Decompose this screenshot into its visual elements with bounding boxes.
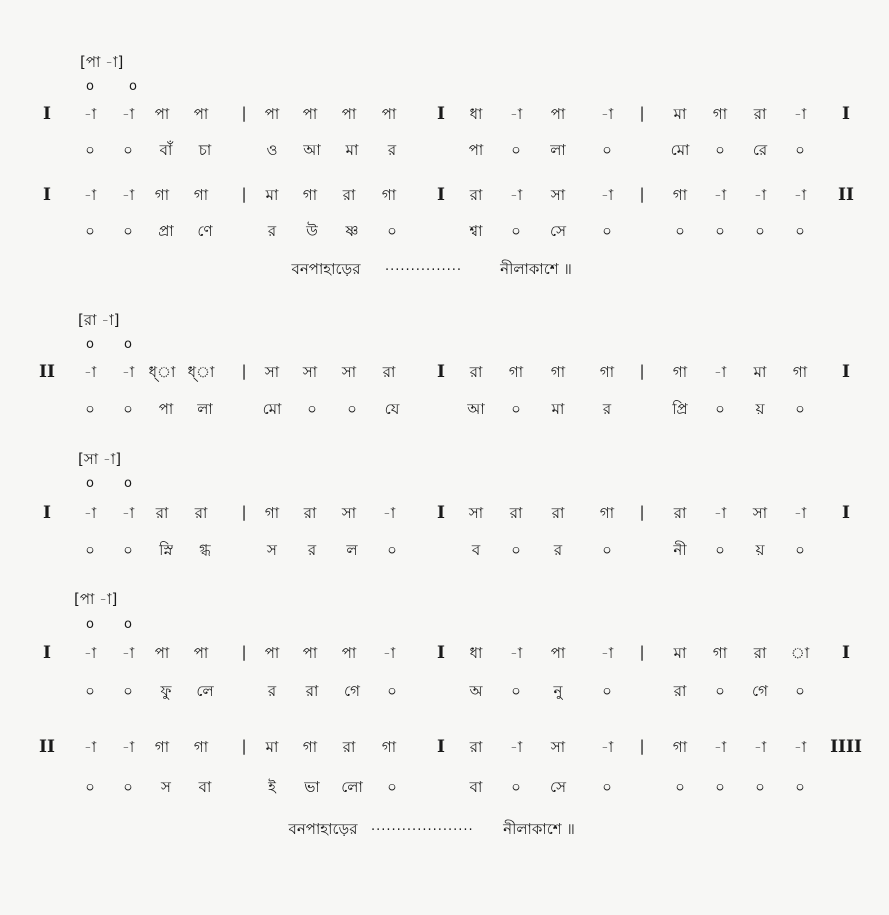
lyric-syllable: ০ [715, 541, 725, 559]
lyric-syllable: চা [198, 141, 212, 159]
swara-note: পা [550, 105, 566, 123]
lyric-syllable: র [307, 541, 317, 559]
swara-note: -া [713, 363, 727, 381]
lyric-syllable: ০ [123, 682, 133, 700]
lyric-syllable: ০ [511, 400, 521, 418]
refrain-dots: ···················· [371, 823, 474, 838]
swara-note: গা [550, 363, 566, 381]
lyric-syllable: ০ [387, 541, 397, 559]
lyric-syllable: পা [158, 400, 174, 418]
swara-note: -া [509, 644, 523, 662]
swara-note: পা [193, 105, 209, 123]
swara-note: -া [600, 644, 614, 662]
beat-marker: o [124, 617, 132, 632]
swara-note: সা [341, 363, 357, 381]
swara-note: গা [154, 738, 170, 756]
lyric-syllable: ০ [675, 222, 685, 240]
swara-note: -া [713, 738, 727, 756]
swara-note: -া [793, 504, 807, 522]
lyric-syllable: ০ [795, 400, 805, 418]
measure-bracket: [পা -া] [74, 590, 118, 608]
swara-note: মা [673, 644, 687, 662]
lyric-syllable: নী [673, 541, 687, 559]
bar-line: I [437, 737, 445, 757]
lyric-syllable: শ্বা [469, 222, 483, 240]
lyric-syllable: ০ [795, 682, 805, 700]
lyric-syllable: ০ [602, 141, 612, 159]
swara-note: ধ্া [148, 363, 176, 381]
lyric-syllable: ফু [160, 682, 172, 700]
lyric-syllable: উ [306, 222, 318, 240]
swara-note: রা [551, 504, 565, 522]
swara-note: সা [468, 504, 484, 522]
lyric-syllable: র [602, 400, 612, 418]
lyric-syllable: ০ [511, 222, 521, 240]
lyric-syllable: মো [262, 400, 282, 418]
swara-note: রা [155, 504, 169, 522]
swara-note: গা [599, 504, 615, 522]
lyric-syllable: ০ [85, 541, 95, 559]
lyric-syllable: ০ [307, 400, 317, 418]
lyric-syllable: ০ [387, 682, 397, 700]
lyric-syllable: ০ [85, 682, 95, 700]
swara-note: গা [381, 186, 397, 204]
lyric-syllable: গে [752, 682, 768, 700]
swara-note: গা [508, 363, 524, 381]
swara-note: -া [713, 186, 727, 204]
lyric-syllable: নু [553, 682, 563, 700]
beat-marker: o [86, 337, 94, 352]
lyric-syllable: স [161, 778, 171, 796]
lyric-syllable: পা [468, 141, 484, 159]
lyric-syllable: ০ [387, 222, 397, 240]
lyric-syllable: ব [471, 541, 481, 559]
lyric-syllable: ০ [602, 222, 612, 240]
swara-note: পা [381, 105, 397, 123]
lyric-syllable: ও [266, 141, 278, 159]
lyric-syllable: প্রা [158, 222, 174, 240]
refrain-left: বনপাহাড়ের [291, 260, 361, 278]
swara-note: পা [341, 105, 357, 123]
swara-note: সা [550, 186, 566, 204]
swara-note: -া [121, 504, 135, 522]
lyric-syllable: র [387, 141, 397, 159]
lyric-syllable: ০ [123, 541, 133, 559]
lyric-syllable: ০ [85, 222, 95, 240]
swara-note: গা [193, 738, 209, 756]
bar-line: I [842, 362, 850, 382]
swara-note: -া [83, 363, 97, 381]
bar-line: I [43, 643, 51, 663]
lyric-syllable: ০ [715, 400, 725, 418]
bar-line: I [842, 643, 850, 663]
lyric-syllable: ০ [123, 400, 133, 418]
lyric-syllable: ০ [602, 682, 612, 700]
swara-note: পা [154, 105, 170, 123]
swara-note: রা [673, 504, 687, 522]
lyric-syllable: ণে [197, 222, 213, 240]
refrain-left: বনপাহাড়ের [288, 820, 358, 838]
swara-note: -া [600, 186, 614, 204]
lyric-syllable: গে [344, 682, 360, 700]
swara-note: -া [83, 644, 97, 662]
lyric-syllable: লা [197, 400, 213, 418]
bar-line: | [639, 104, 645, 122]
swara-note: পা [193, 644, 209, 662]
lyric-syllable: র [553, 541, 563, 559]
lyric-syllable: ০ [85, 400, 95, 418]
lyric-syllable: ল [346, 541, 358, 559]
swara-note: -া [509, 186, 523, 204]
swara-note: া [790, 644, 810, 662]
swara-note: -া [793, 105, 807, 123]
bar-line: | [241, 362, 247, 380]
lyric-syllable: মা [345, 141, 359, 159]
lyric-syllable: আ [303, 141, 321, 159]
lyric-syllable: ০ [755, 778, 765, 796]
swara-note: -া [600, 105, 614, 123]
lyric-syllable: য় [755, 541, 765, 559]
lyric-syllable: অ [469, 682, 483, 700]
swara-note: -া [121, 105, 135, 123]
measure-bracket: [পা -া] [80, 53, 124, 71]
swara-note: -া [382, 644, 396, 662]
lyric-syllable: ০ [85, 778, 95, 796]
swara-note: ধা [469, 644, 483, 662]
measure-bracket: [সা -া] [78, 450, 122, 468]
bar-line: II [39, 737, 55, 757]
swara-note: গা [712, 105, 728, 123]
swara-note: -া [121, 186, 135, 204]
bar-line: | [639, 503, 645, 521]
lyric-syllable: ০ [347, 400, 357, 418]
bar-line: II [838, 185, 854, 205]
bar-line: | [639, 643, 645, 661]
swara-note: -া [793, 738, 807, 756]
swara-note: রা [303, 504, 317, 522]
lyric-syllable: ০ [715, 141, 725, 159]
lyric-syllable: ০ [795, 541, 805, 559]
bar-line: I [437, 643, 445, 663]
swara-note: পা [341, 644, 357, 662]
bar-line: I [437, 185, 445, 205]
lyric-syllable: ০ [715, 222, 725, 240]
lyric-syllable: মা [551, 400, 565, 418]
swara-note: -া [509, 105, 523, 123]
swara-note: -া [793, 186, 807, 204]
swara-note: পা [264, 105, 280, 123]
swara-note: গা [264, 504, 280, 522]
bar-line: II [39, 362, 55, 382]
swara-note: পা [302, 644, 318, 662]
lyric-syllable: ষ্ণ [345, 222, 359, 240]
swara-note: -া [83, 738, 97, 756]
bar-line: | [639, 737, 645, 755]
swara-note: -া [713, 504, 727, 522]
lyric-syllable: ০ [795, 141, 805, 159]
lyric-syllable: ০ [675, 778, 685, 796]
swara-note: মা [673, 105, 687, 123]
lyric-syllable: লো [341, 778, 363, 796]
bar-line: | [639, 362, 645, 380]
bar-line: I [43, 503, 51, 523]
swara-note: পা [154, 644, 170, 662]
lyric-syllable: ই [268, 778, 276, 796]
swara-note: রা [469, 363, 483, 381]
swara-note: -া [753, 186, 767, 204]
swara-note: পা [550, 644, 566, 662]
swara-note: গা [792, 363, 808, 381]
bar-line: | [241, 104, 247, 122]
swara-note: ধা [469, 105, 483, 123]
lyric-syllable: ০ [511, 141, 521, 159]
lyric-syllable: সে [550, 222, 566, 240]
lyric-syllable: মো [670, 141, 690, 159]
swara-note: গা [599, 363, 615, 381]
lyric-syllable: র [267, 222, 277, 240]
swara-note: -া [382, 504, 396, 522]
lyric-syllable: ০ [511, 778, 521, 796]
bar-line: IIII [830, 737, 862, 757]
beat-marker: o [129, 79, 137, 94]
lyric-syllable: ০ [602, 778, 612, 796]
bar-line: I [437, 503, 445, 523]
bar-line: | [241, 503, 247, 521]
lyric-syllable: ০ [123, 141, 133, 159]
swara-note: -া [753, 738, 767, 756]
swara-note: -া [83, 186, 97, 204]
swara-note: পা [264, 644, 280, 662]
swara-note: রা [469, 738, 483, 756]
swara-note: গা [712, 644, 728, 662]
lyric-syllable: ০ [602, 541, 612, 559]
beat-marker: o [124, 476, 132, 491]
swara-note: -া [121, 644, 135, 662]
swara-note: -া [83, 504, 97, 522]
refrain-right: নীলাকাশে ॥ [503, 820, 575, 838]
swara-note: গা [302, 186, 318, 204]
lyric-syllable: বা [469, 778, 483, 796]
lyric-syllable: গ্ধ [199, 541, 211, 559]
lyric-syllable: রা [305, 682, 319, 700]
swara-note: রা [342, 738, 356, 756]
swara-note: রা [469, 186, 483, 204]
swara-note: রা [194, 504, 208, 522]
bar-line: I [842, 104, 850, 124]
swara-note: সা [264, 363, 280, 381]
lyric-syllable: লা [550, 141, 566, 159]
lyric-syllable: ০ [795, 778, 805, 796]
swara-note: পা [302, 105, 318, 123]
lyric-syllable: স্নি [159, 541, 173, 559]
lyric-syllable: ০ [387, 778, 397, 796]
swara-note: গা [672, 186, 688, 204]
bar-line: | [241, 737, 247, 755]
lyric-syllable: লে [196, 682, 214, 700]
lyric-syllable: ০ [511, 682, 521, 700]
swara-note: মা [753, 363, 767, 381]
lyric-syllable: ০ [85, 141, 95, 159]
lyric-syllable: প্রি [672, 400, 688, 418]
swara-note: গা [672, 363, 688, 381]
bar-line: | [241, 643, 247, 661]
lyric-syllable: বাঁ [159, 141, 173, 159]
lyric-syllable: ০ [795, 222, 805, 240]
swara-note: রা [509, 504, 523, 522]
lyric-syllable: বা [198, 778, 212, 796]
swara-note: মা [265, 738, 279, 756]
swara-note: -া [600, 738, 614, 756]
measure-bracket: [রা -া] [78, 311, 120, 329]
swara-note: গা [193, 186, 209, 204]
beat-marker: o [86, 476, 94, 491]
lyric-syllable: ০ [715, 778, 725, 796]
bar-line: I [43, 104, 51, 124]
lyric-syllable: যে [384, 400, 400, 418]
swara-note: রা [753, 105, 767, 123]
swara-note: রা [382, 363, 396, 381]
lyric-syllable: স [267, 541, 277, 559]
swara-note: -া [83, 105, 97, 123]
lyric-syllable: ০ [511, 541, 521, 559]
beat-marker: o [86, 617, 94, 632]
swara-note: গা [154, 186, 170, 204]
bar-line: I [437, 362, 445, 382]
lyric-syllable: রা [673, 682, 687, 700]
lyric-syllable: সে [550, 778, 566, 796]
lyric-syllable: রে [752, 141, 768, 159]
lyric-syllable: য় [755, 400, 765, 418]
swara-note: সা [550, 738, 566, 756]
swara-note: সা [752, 504, 768, 522]
lyric-syllable: ০ [123, 222, 133, 240]
lyric-syllable: ভা [304, 778, 320, 796]
swara-note: সা [341, 504, 357, 522]
bar-line: I [437, 104, 445, 124]
swara-note: রা [753, 644, 767, 662]
refrain-dots: ··············· [385, 263, 462, 278]
beat-marker: o [124, 337, 132, 352]
swara-note: -া [121, 363, 135, 381]
bar-line: | [241, 185, 247, 203]
lyric-syllable: র [267, 682, 277, 700]
swara-note: -া [121, 738, 135, 756]
bar-line: I [842, 503, 850, 523]
bar-line: | [639, 185, 645, 203]
lyric-syllable: ০ [715, 682, 725, 700]
lyric-syllable: ০ [755, 222, 765, 240]
swara-note: ধ্া [187, 363, 215, 381]
bar-line: I [43, 185, 51, 205]
swara-note: -া [509, 738, 523, 756]
swara-note: সা [302, 363, 318, 381]
swara-note: রা [342, 186, 356, 204]
swara-note: গা [302, 738, 318, 756]
lyric-syllable: আ [467, 400, 485, 418]
swara-note: মা [265, 186, 279, 204]
beat-marker: o [86, 79, 94, 94]
refrain-right: নীলাকাশে ॥ [500, 260, 572, 278]
swara-note: গা [672, 738, 688, 756]
lyric-syllable: ০ [123, 778, 133, 796]
swara-note: গা [381, 738, 397, 756]
